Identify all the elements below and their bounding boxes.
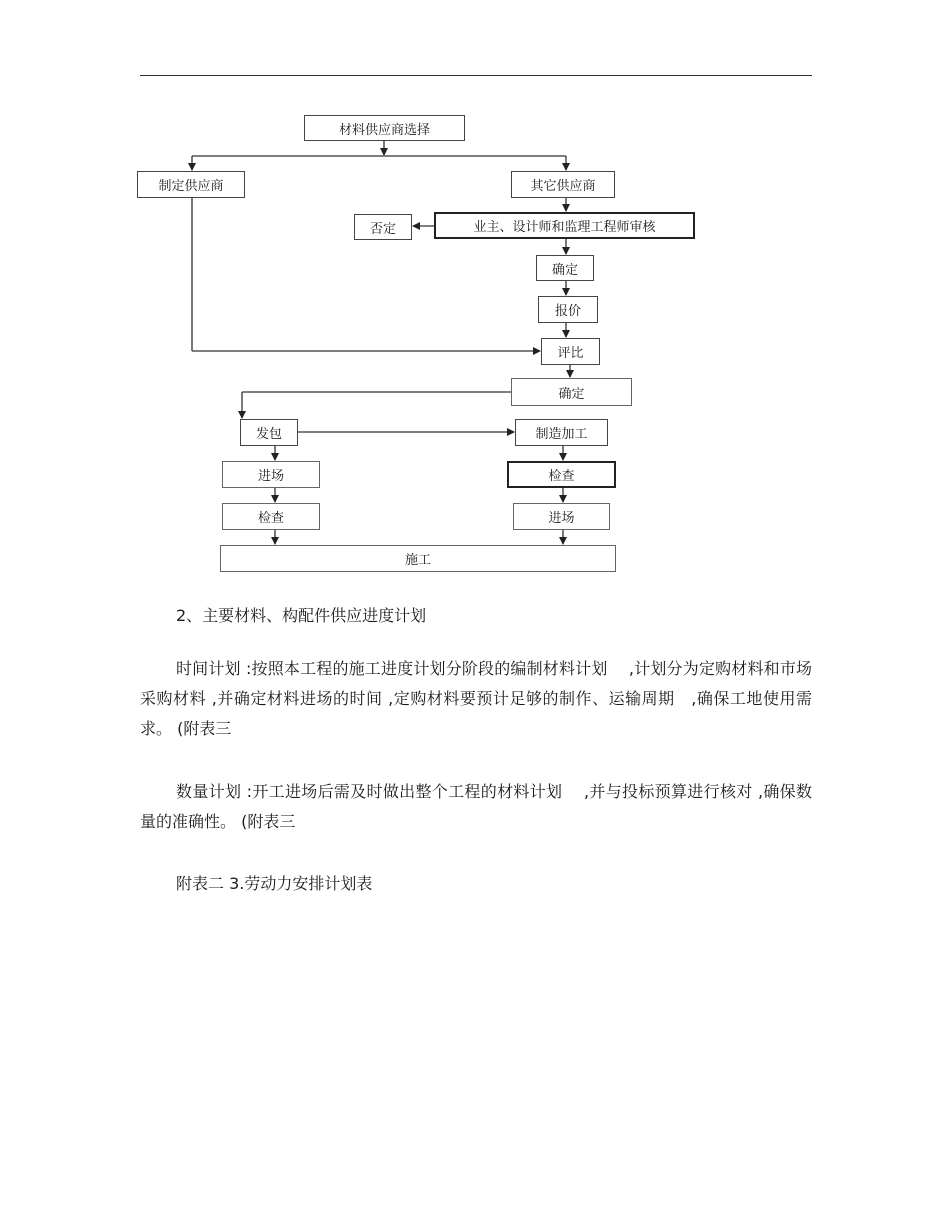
appendix-line: 附表二 3.劳动力安排计划表 [176, 874, 373, 893]
box-quote: 报价 [538, 296, 598, 323]
box-manufacture: 制造加工 [515, 419, 608, 446]
box-confirm-1: 确定 [536, 255, 594, 281]
box-right-inspect: 检查 [507, 461, 616, 488]
box-other-supplier: 其它供应商 [511, 171, 615, 198]
box-compare: 评比 [541, 338, 600, 365]
box-construction: 施工 [220, 545, 616, 572]
box-designated-supplier: 制定供应商 [137, 171, 245, 198]
time-plan-paragraph: 时间计划 :按照本工程的施工进度计划分阶段的编制材料计划 ,计划分为定购材料和市场采购材料 ,并确定材料进场的时间 ,定购材料要预计足够的制作、运输周期 ,确保工地使用需求。 (附表三 [140, 659, 812, 738]
box-reject: 否定 [354, 214, 412, 240]
quantity-plan-paragraph: 数量计划 :开工进场后需及时做出整个工程的材料计划 ,并与投标预算进行核对 ,确保数量的准确性。 (附表三 [140, 782, 812, 831]
flowchart-connectors [0, 0, 950, 600]
box-review: 业主、设计师和监理工程师审核 [434, 212, 695, 239]
box-supplier-selection: 材料供应商选择 [304, 115, 465, 141]
box-left-inspect: 检查 [222, 503, 320, 530]
box-left-enter-site: 进场 [222, 461, 320, 488]
box-subcontract: 发包 [240, 419, 298, 446]
box-confirm-2: 确定 [511, 378, 632, 406]
section-heading: 2、主要材料、构配件供应进度计划 [176, 606, 427, 625]
box-right-enter-site: 进场 [513, 503, 610, 530]
